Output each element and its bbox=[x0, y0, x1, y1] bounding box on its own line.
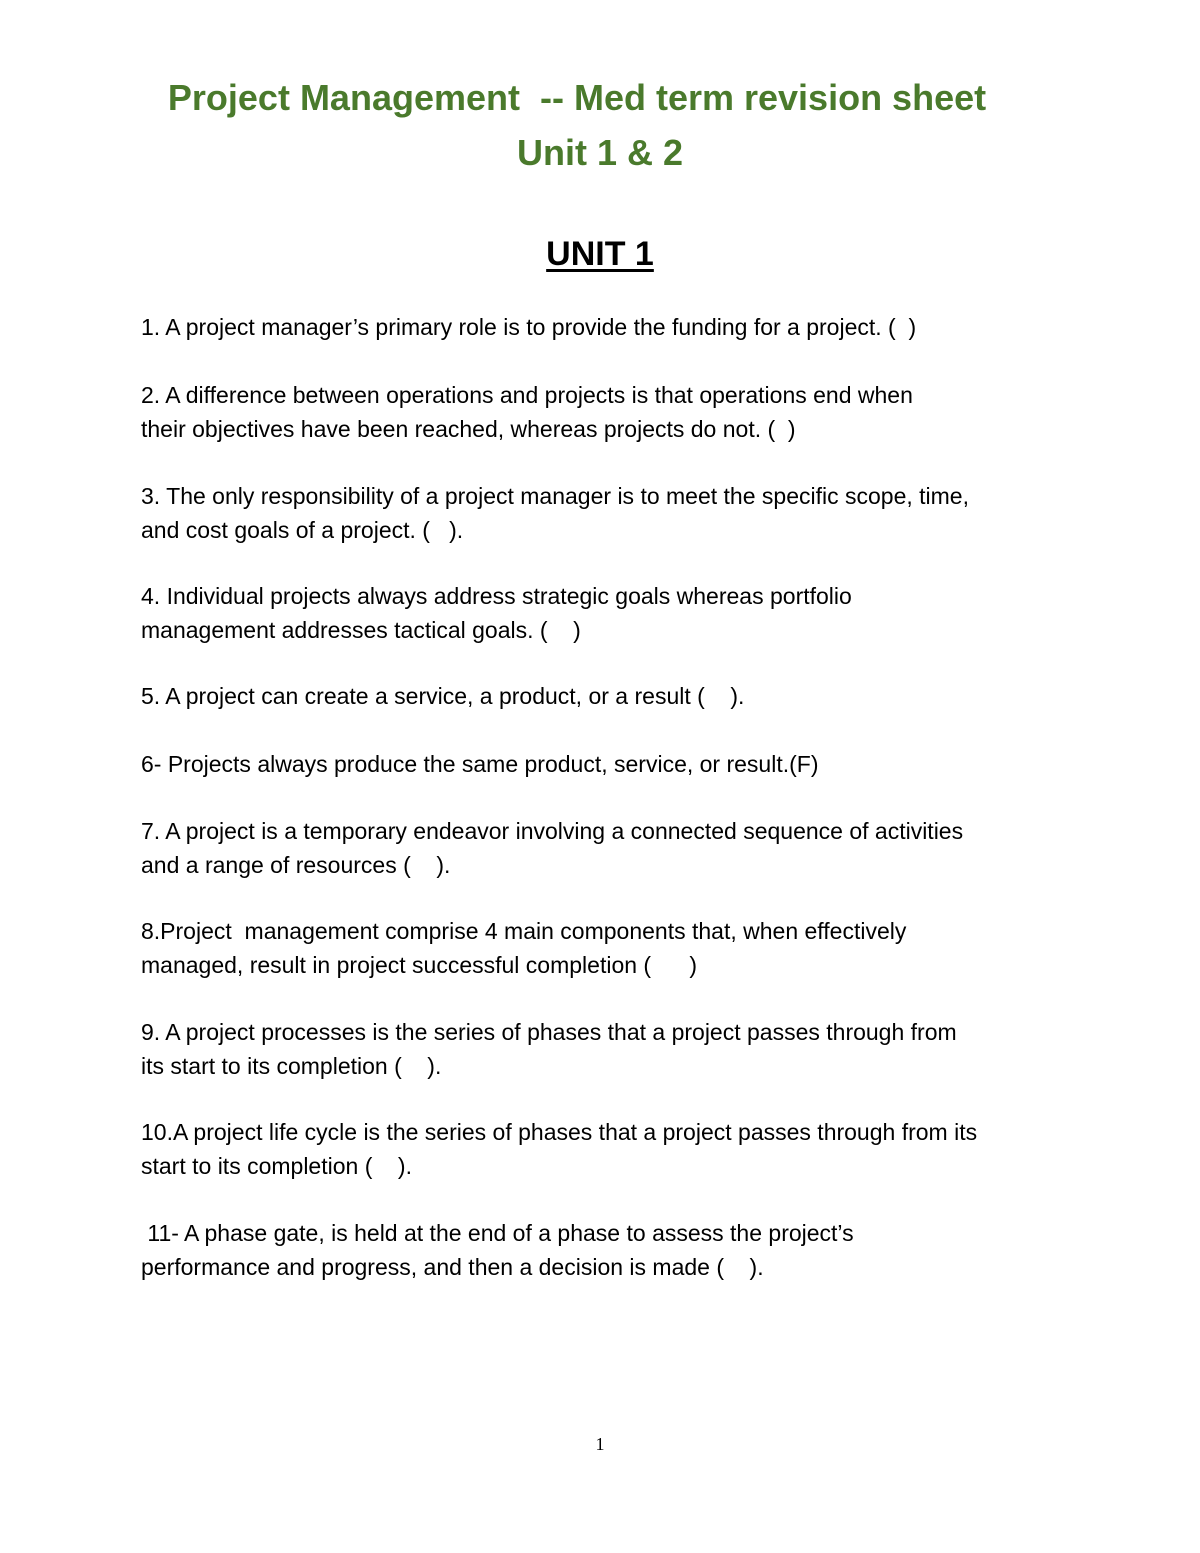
question-line: managed, result in project successful completion ( ) bbox=[141, 952, 698, 978]
question-2 bbox=[141, 378, 1101, 446]
question-6 bbox=[141, 747, 1101, 781]
unit-heading: UNIT 1 bbox=[546, 235, 654, 273]
question-10 bbox=[141, 1115, 1101, 1183]
question-line: 6- Projects always produce the same product, service, or result.(F) bbox=[141, 751, 819, 777]
document-title: Project Management -- Med term revision sheet bbox=[167, 77, 987, 118]
question-line: their objectives have been reached, whereas projects do not. ( ) bbox=[141, 416, 796, 442]
question-line: performance and progress, and then a decision is made ( ). bbox=[141, 1254, 764, 1280]
question-line: 2. A difference between operations and projects is that operations end when bbox=[141, 382, 913, 408]
page-number: 1 bbox=[595, 1434, 605, 1454]
question-7 bbox=[141, 814, 1101, 882]
question-line: and cost goals of a project. ( ). bbox=[141, 517, 464, 543]
question-line: 9. A project processes is the series of phases that a project passes through from bbox=[141, 1019, 957, 1045]
question-4 bbox=[141, 579, 1101, 647]
question-line: 4. Individual projects always address strategic goals whereas portfolio bbox=[141, 583, 852, 609]
question-line: 10.A project life cycle is the series of phases that a project passes through from its bbox=[141, 1119, 978, 1145]
question-3 bbox=[141, 479, 1101, 547]
question-line: 5. A project can create a service, a product, or a result ( ). bbox=[141, 683, 745, 709]
question-line: 7. A project is a temporary endeavor involving a connected sequence of activities bbox=[141, 818, 964, 844]
question-line: its start to its completion ( ). bbox=[141, 1053, 442, 1079]
question-line: 8.Project management comprise 4 main components that, when effectively bbox=[141, 918, 907, 944]
question-line: management addresses tactical goals. ( ) bbox=[141, 617, 581, 643]
question-line: and a range of resources ( ). bbox=[141, 852, 451, 878]
question-line: 1. A project manager’s primary role is to provide the funding for a project. ( ) bbox=[141, 314, 917, 340]
question-line: start to its completion ( ). bbox=[141, 1153, 412, 1179]
question-9 bbox=[141, 1015, 1101, 1083]
question-line: 11- A phase gate, is held at the end of a phase to assess the project’s bbox=[141, 1220, 854, 1246]
question-1 bbox=[141, 310, 1101, 344]
question-8 bbox=[141, 914, 1101, 982]
question-line: 3. The only responsibility of a project manager is to meet the specific scope, time, bbox=[141, 483, 969, 509]
document-subtitle: Unit 1 & 2 bbox=[516, 132, 684, 173]
question-11 bbox=[141, 1216, 1101, 1284]
question-5 bbox=[141, 679, 1101, 713]
